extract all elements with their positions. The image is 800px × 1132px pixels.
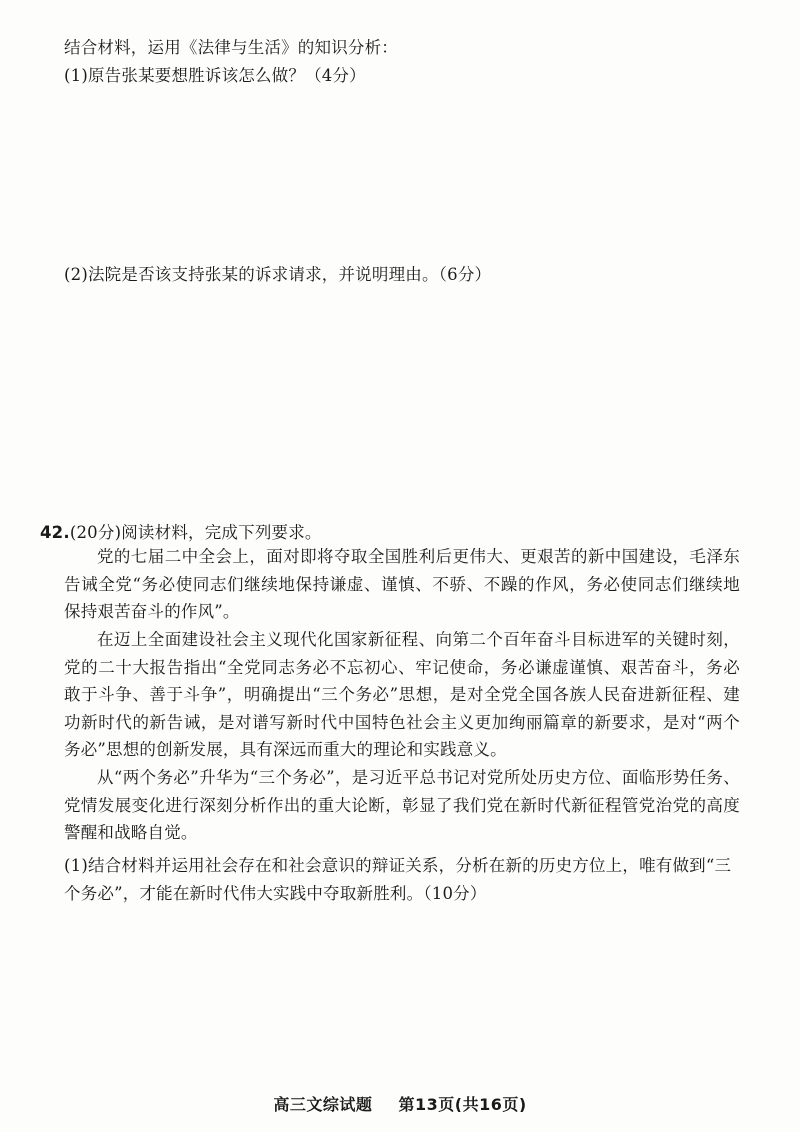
q41-sub1: (1)原告张某要想胜诉该怎么做？（4分） [64, 66, 366, 85]
q42-paragraph-3: 从“两个务必”升华为“三个务必”，是习近平总书记对党所处历史方位、面临形势任务、党情发展变化进行深刻分析作出的重大论断，彰显了我们党在新时代新征程管党治党的高度警醒和战略自觉。 [64, 768, 740, 842]
q42-paragraph-1: 党的七届二中全会上，面对即将夺取全国胜利后更伟大、更艰苦的新中国建设，毛泽东告诫全党“务必使同志们继续地保持谦虚、谨慎、不骄、不躁的作风，务必使同志们继续地保持艰苦奋斗的作风”。 [64, 547, 740, 621]
footer-page-number: 第13页(共16页) [398, 1095, 527, 1112]
footer-exam-title: 高三文综试题 [273, 1095, 373, 1112]
q41-sub2: (2)法院是否该支持张某的诉求请求，并说明理由。（6分） [64, 265, 492, 284]
q42-number: 42. [40, 523, 70, 542]
q42-header-line [40, 523, 322, 543]
q41-intro: 结合材料，运用《法律与生活》的知识分析： [64, 38, 398, 57]
q42-header: (20分)阅读材料，完成下列要求。 [69, 523, 322, 542]
page-footer [0, 1092, 800, 1112]
q42-paragraph-2: 在迈上全面建设社会主义现代化国家新征程、向第二个百年奋斗目标进军的关键时刻，党的二十大报告指出“全党同志务必不忘初心、牢记使命，务必谦虚谨慎、艰苦奋斗，务必敢于斗争、善于斗争”，明确提出“三个务必”思想，是对全党全国各族人民奋进新征程、建功新时代的新告诫，是对谱写新时代中国特色社会主义更加绚丽篇章的新要求，是对“两个务必”思想的创新发展，具有深远而重大的理论和实践意义。 [64, 630, 740, 759]
q42-sub1-line1: (1)结合材料并运用社会存在和社会意识的辩证关系，分析在新的历史方位上，唯有做到“三 [64, 856, 732, 875]
q42-sub1-line2: 个务必”，才能在新时代伟大实践中夺取新胜利。（10分） [64, 884, 487, 903]
